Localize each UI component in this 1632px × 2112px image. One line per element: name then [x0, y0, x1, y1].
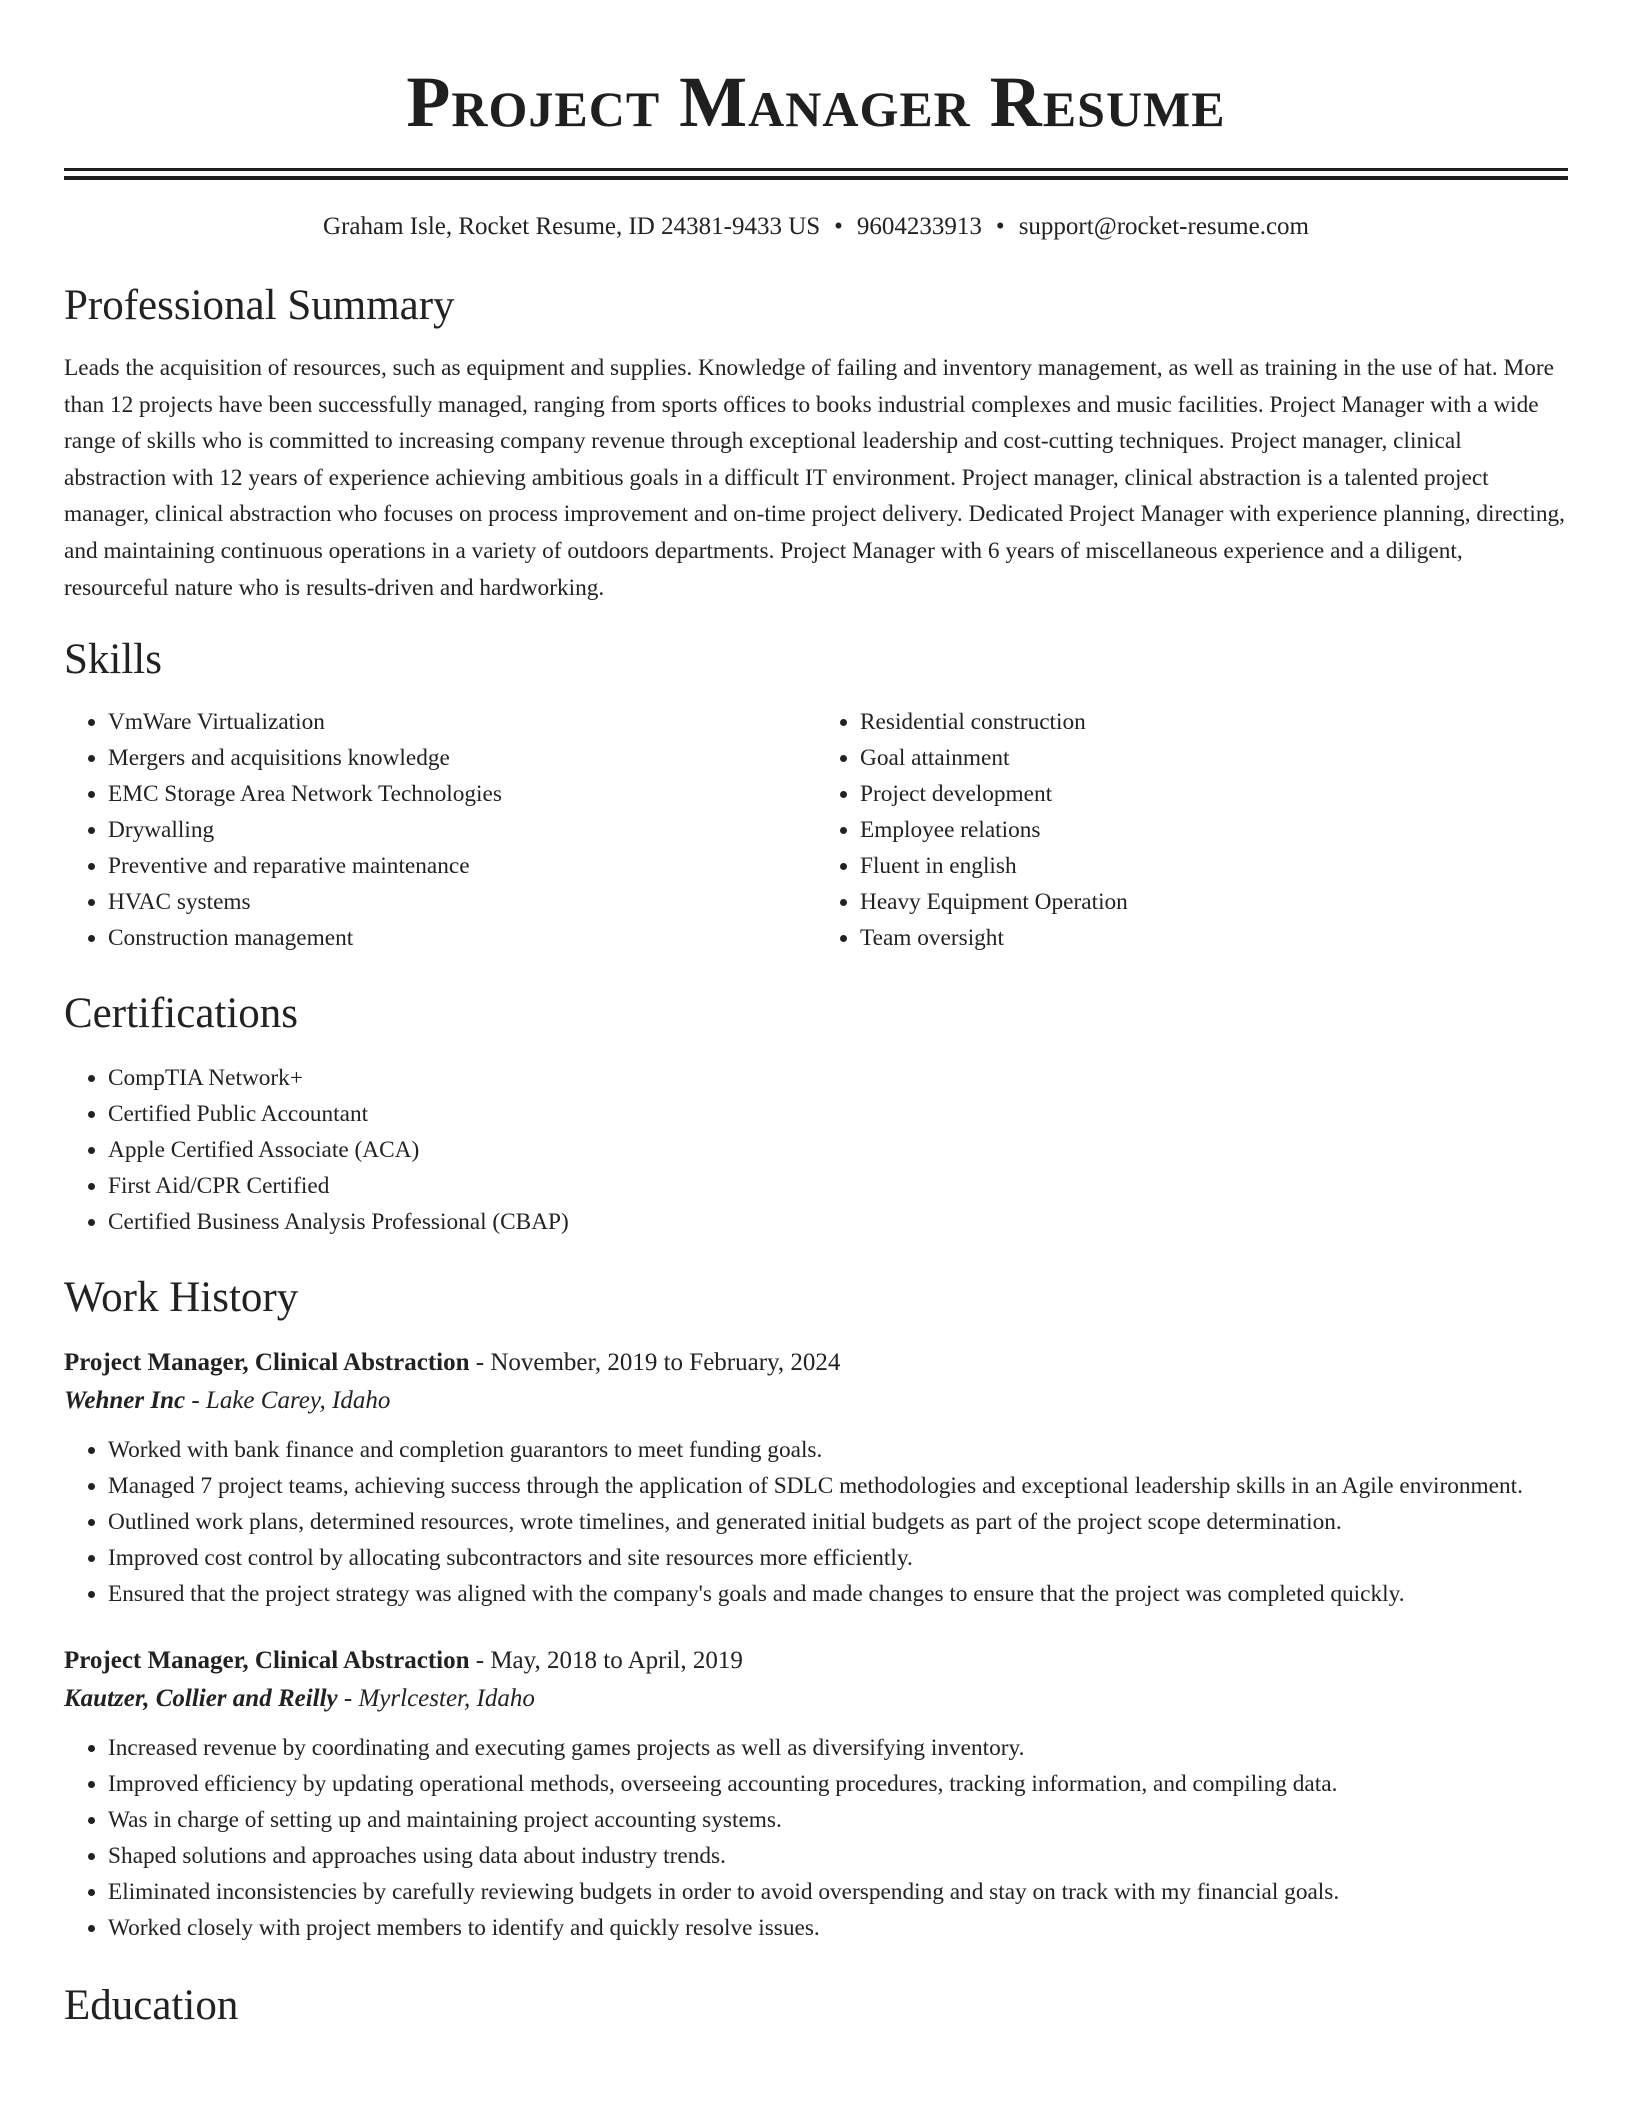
job-title: Project Manager, Clinical Abstraction	[64, 1349, 470, 1377]
skill-item: • VmWare Virtualization	[108, 704, 816, 740]
skill-item: • Project development	[860, 776, 1568, 812]
skills-columns	[64, 704, 1568, 956]
job-location: - Lake Carey, Idaho	[185, 1387, 391, 1415]
skill-item: • Heavy Equipment Operation	[860, 884, 1568, 920]
job-entry	[64, 1344, 1568, 1612]
job-bullets	[64, 1432, 1568, 1612]
contact-address: Graham Isle, Rocket Resume, ID 24381-9433 US	[323, 213, 821, 240]
certification-item: • CompTIA Network+	[108, 1060, 1568, 1096]
job-bullet: • Managed 7 project teams, achieving success through the application of SDLC methodologies and exceptional leadership skills in an Agile environment.	[108, 1468, 1568, 1504]
certification-item: • Apple Certified Associate (ACA)	[108, 1132, 1568, 1168]
job-bullet: • Was in charge of setting up and maintaining project accounting systems.	[108, 1802, 1568, 1838]
skill-item: • Residential construction	[860, 704, 1568, 740]
section-heading-certifications: Certifications	[64, 990, 299, 1038]
job-bullet: • Worked with bank finance and completion guarantors to meet funding goals.	[108, 1432, 1568, 1468]
job-company-line	[64, 1680, 1568, 1718]
job-dates: - May, 2018 to April, 2019	[469, 1647, 743, 1675]
job-bullet: • Outlined work plans, determined resources, wrote timelines, and generated initial budgets as part of the project scope determination.	[108, 1504, 1568, 1540]
title-rule-top	[64, 168, 1568, 171]
job-bullet: • Shaped solutions and approaches using data about industry trends.	[108, 1838, 1568, 1874]
job-bullets	[64, 1730, 1568, 1946]
skill-item: • HVAC systems	[108, 884, 816, 920]
page-title: Project Manager Resume	[406, 62, 1226, 142]
section-heading-summary: Professional Summary	[64, 282, 455, 329]
contact-separator: •	[995, 213, 1005, 240]
skill-item: • Mergers and acquisitions knowledge	[108, 740, 816, 776]
section-heading-work-history: Work History	[64, 1274, 299, 1322]
job-company: Kautzer, Collier and Reilly	[64, 1685, 338, 1713]
contact-phone: 9604233913	[856, 213, 982, 240]
job-title: Project Manager, Clinical Abstraction	[64, 1647, 470, 1675]
certification-item: • Certified Public Accountant	[108, 1096, 1568, 1132]
job-entry	[64, 1642, 1568, 1946]
job-bullet: • Ensured that the project strategy was aligned with the company's goals and made changes to ensure that the project was completed quickly.	[108, 1576, 1568, 1612]
certification-item: • First Aid/CPR Certified	[108, 1168, 1568, 1204]
skill-item: • Preventive and reparative maintenance	[108, 848, 816, 884]
skill-item: • Goal attainment	[860, 740, 1568, 776]
skills-list-left	[64, 704, 816, 956]
skills-list-right	[816, 704, 1568, 956]
job-dates: - November, 2019 to February, 2024	[469, 1349, 841, 1377]
skill-item: • Construction management	[108, 920, 816, 956]
job-bullet: • Increased revenue by coordinating and executing games projects as well as diversifying inventory.	[108, 1730, 1568, 1766]
contact-email: support@rocket-resume.com	[1018, 213, 1309, 240]
summary-text: Leads the acquisition of resources, such as equipment and supplies. Knowledge of failing and inventory management, as well as training in the use of hat. More than 12 projects have been successfully managed, ranging from sports offices to books industrial complexes and music facilities. Project Manager with a wide range of skills who is committed to increasing company revenue through exceptional leadership and cost-cutting techniques. Project manager, clinical abstraction with 12 years of experience achieving ambitious goals in a difficult IT environment. Project manager, clinical abstraction is a talented project manager, clinical abstraction who focuses on process improvement and on-time project delivery. Dedicated Project Manager with experience planning, directing, and maintaining continuous operations in a variety of outdoors departments. Project Manager with 6 years of miscellaneous experience and a diligent, resourceful nature who is results-driven and hardworking.	[64, 355, 1565, 601]
job-bullet: • Improved cost control by allocating subcontractors and site resources more efficiently.	[108, 1540, 1568, 1576]
skill-item: • Fluent in english	[860, 848, 1568, 884]
contact-separator: •	[834, 213, 843, 240]
title-rule-bottom	[64, 176, 1568, 180]
job-bullet: • Improved efficiency by updating operational methods, overseeing accounting procedures, tracking information, and compiling data.	[108, 1766, 1568, 1802]
job-title-line	[64, 1344, 1568, 1382]
certifications-list	[64, 1060, 1568, 1240]
section-heading-education: Education	[64, 1982, 239, 2030]
section-heading-skills: Skills	[64, 636, 162, 684]
job-location: - Myrlcester, Idaho	[337, 1685, 535, 1713]
job-bullet: • Eliminated inconsistencies by carefully reviewing budgets in order to avoid overspending and stay on track with my financial goals.	[108, 1874, 1568, 1910]
job-company: Wehner Inc	[64, 1387, 186, 1415]
job-company-line	[64, 1382, 1568, 1420]
skill-item: • Employee relations	[860, 812, 1568, 848]
job-title-line	[64, 1642, 1568, 1680]
job-bullet: • Worked closely with project members to identify and quickly resolve issues.	[108, 1910, 1568, 1946]
certification-item: • Certified Business Analysis Professional (CBAP)	[108, 1204, 1568, 1240]
skill-item: • Drywalling	[108, 812, 816, 848]
skill-item: • Team oversight	[860, 920, 1568, 956]
skill-item: • EMC Storage Area Network Technologies	[108, 776, 816, 812]
contact-line	[64, 210, 1568, 244]
